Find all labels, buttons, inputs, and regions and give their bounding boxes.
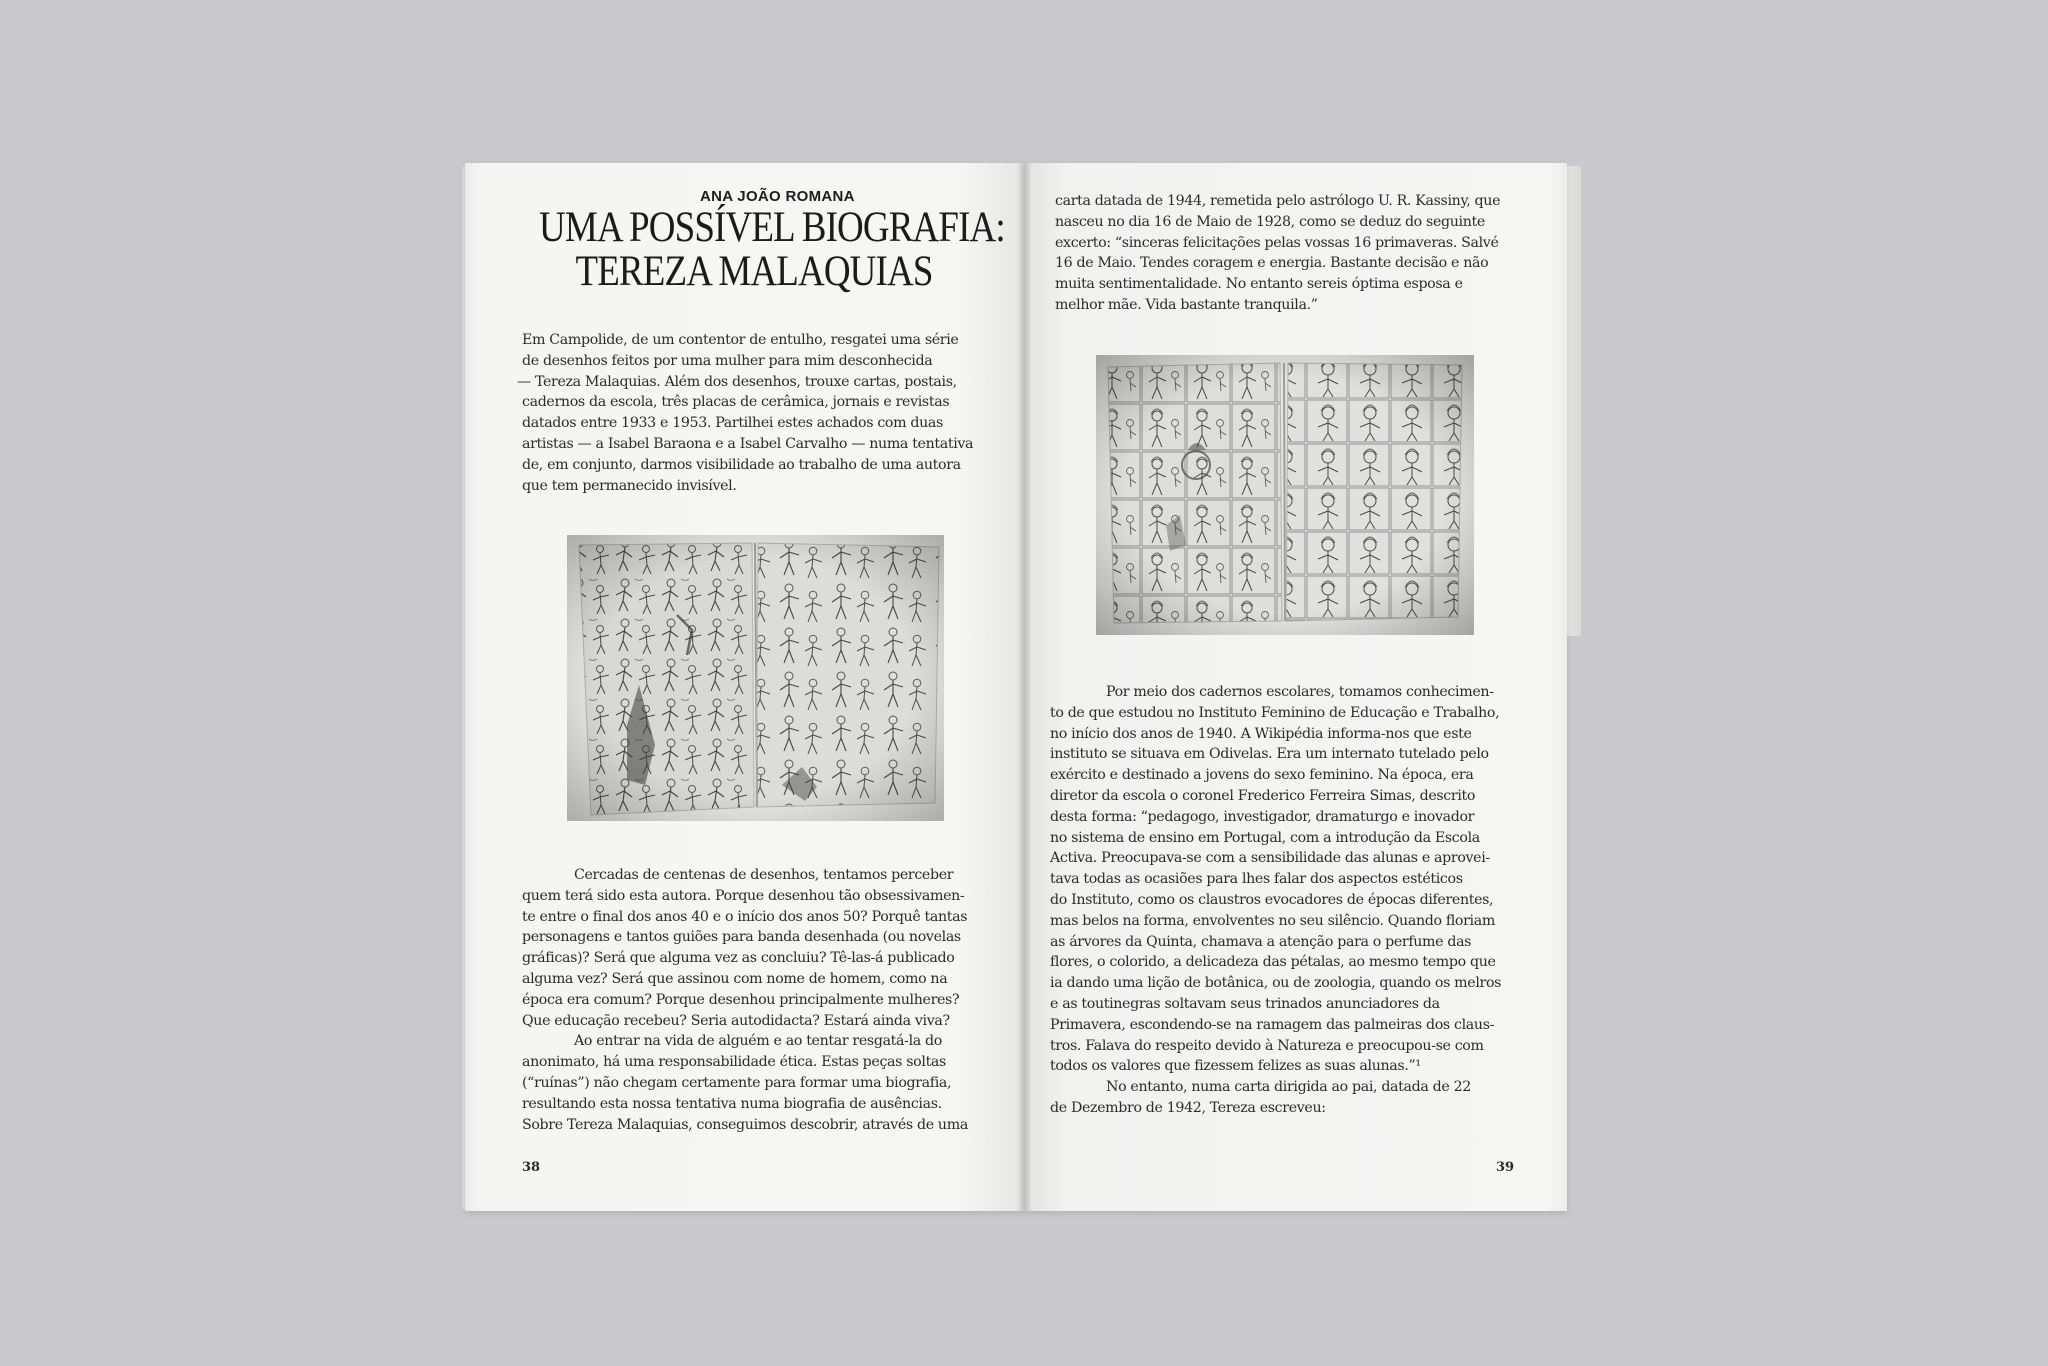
author-name: ANA JOÃO ROMANA xyxy=(700,188,855,205)
text-line: 16 de Maio. Tendes coragem e energia. Bastante decisão e não xyxy=(1055,255,1489,272)
text-line: exército e destinado a jovens do sexo feminino. Na época, era xyxy=(1050,767,1474,784)
text-line: to de que estudou no Instituto Feminino de Educação e Trabalho, xyxy=(1050,704,1500,721)
text-line: de Dezembro de 1942, Tereza escreveu: xyxy=(1050,1099,1326,1116)
intro-paragraph xyxy=(517,330,974,496)
text-line: Primavera, escondendo-se na ramagem das palmeiras dos claus- xyxy=(1050,1016,1495,1033)
page-number-left: 38 xyxy=(522,1160,541,1175)
text-line: resultando esta nossa tentativa numa biografia de ausências. xyxy=(522,1095,942,1112)
text-line: diretor da escola o coronel Frederico Ferreira Simas, descrito xyxy=(1050,787,1476,804)
text-line: Em Campolide, de um contentor de entulho, resgatei uma série xyxy=(522,332,959,348)
text-line: flores, o colorido, a delicadeza das pétalas, ao mesmo tempo que xyxy=(1050,954,1496,971)
text-line: alguma vez? Será que assinou com nome de homem, como na xyxy=(522,970,948,987)
title-line: TEREZA MALAQUIAS xyxy=(575,248,933,295)
text-line: — Tereza Malaquias. Além dos desenhos, trouxe cartas, postais, xyxy=(517,373,957,390)
text-line: anonimato, há uma responsabilidade ética. Estas peças soltas xyxy=(522,1054,946,1071)
text-line: todos os valores que fizessem felizes as suas alunas.”¹ xyxy=(1050,1058,1421,1075)
text-line: gráficas)? Será que alguma vez as concluiu? Tê-las-á publicado xyxy=(522,950,955,967)
text-line: de, em conjunto, darmos visibilidade ao trabalho de uma autora xyxy=(522,456,961,473)
title-line: UMA POSSÍVEL BIOGRAFIA: xyxy=(539,204,1005,251)
text-line: te entre o final dos anos 40 e o início dos anos 50? Porquê tantas xyxy=(522,908,968,925)
text-line: as árvores da Quinta, chamava a atenção para o perfume das xyxy=(1050,933,1472,950)
article-title xyxy=(539,204,1005,295)
text-line: melhor mãe. Vida bastante tranquila.” xyxy=(1055,296,1318,313)
text-line: mas belos na forma, envolventes no seu silêncio. Quando floriam xyxy=(1050,912,1495,929)
text-line: desta forma: “pedagogo, investigador, dramaturgo e inovador xyxy=(1050,808,1475,825)
text-line: tros. Falava do respeito devido à Natureza e preocupou-se com xyxy=(1050,1037,1484,1054)
text-line: instituto se situava em Odivelas. Era um internato tutelado pelo xyxy=(1050,746,1489,763)
text-line: cadernos da escola, três placas de cerâmica, jornais e revistas xyxy=(522,394,950,411)
text-line: personagens e tantos guiões para banda desenhada (ou novelas xyxy=(522,929,961,946)
page-number-right: 39 xyxy=(1496,1160,1515,1175)
text-line: e as toutinegras soltavam seus trinados anunciadores da xyxy=(1050,995,1440,1012)
text-line: No entanto, numa carta dirigida ao pai, datada de 22 xyxy=(1106,1079,1471,1096)
text-line: carta datada de 1944, remetida pelo astrólogo U. R. Kassiny, que xyxy=(1055,193,1501,209)
drawings-photo-left xyxy=(567,535,944,821)
body-paragraph-right xyxy=(1050,682,1501,1119)
text-line: muita sentimentalidade. No entanto sereis óptima esposa e xyxy=(1055,276,1463,293)
text-line: do Instituto, como os claustros evocadores de épocas diferentes, xyxy=(1050,891,1494,908)
text-line: Que educação recebeu? Seria autodidacta? Estará ainda viva? xyxy=(522,1012,950,1029)
drawings-photo-right xyxy=(1096,355,1474,635)
text-line: tava todas as ocasiões para lhes falar dos aspectos estéticos xyxy=(1050,871,1463,888)
text-line: Cercadas de centenas de desenhos, tentamos perceber xyxy=(574,867,954,883)
body-paragraph-left xyxy=(522,865,968,1135)
text-line: Activa. Preocupava-se com a sensibilidade das alunas e aprovei- xyxy=(1050,850,1490,867)
text-line: que tem permanecido invisível. xyxy=(522,477,737,494)
text-line: artistas — a Isabel Baraona e a Isabel Carvalho — numa tentativa xyxy=(522,435,974,452)
text-line: (“ruínas”) não chegam certamente para formar uma biografia, xyxy=(522,1074,952,1091)
text-line: quem terá sido esta autora. Porque desenhou tão obsessivamen- xyxy=(522,887,965,904)
letter-paragraph xyxy=(1055,191,1500,316)
text-line: datados entre 1933 e 1953. Partilhei estes achados com duas xyxy=(522,415,943,432)
text-line: nasceu no dia 16 de Maio de 1928, como se deduz do seguinte xyxy=(1055,213,1485,230)
text-line: Sobre Tereza Malaquias, conseguimos descobrir, através de uma xyxy=(522,1116,968,1133)
text-line: excerto: “sinceras felicitações pelas vossas 16 primaveras. Salvé xyxy=(1055,234,1499,251)
text-line: ia dando uma lição de botânica, ou de zoologia, quando os melros xyxy=(1050,975,1502,992)
text-line: no sistema de ensino em Portugal, com a introdução da Escola xyxy=(1050,829,1480,846)
page-gutter xyxy=(1016,163,1032,1211)
text-line: Por meio dos cadernos escolares, tomamos conhecimen- xyxy=(1106,684,1494,700)
text-line: no início dos anos de 1940. A Wikipédia informa-nos que este xyxy=(1050,725,1472,742)
text-line: época era comum? Porque desenhou principalmente mulheres? xyxy=(522,991,960,1008)
text-line: de desenhos feitos por uma mulher para mim desconhecida xyxy=(522,352,933,369)
text-line: Ao entrar na vida de alguém e ao tentar resgatá-la do xyxy=(574,1033,942,1050)
